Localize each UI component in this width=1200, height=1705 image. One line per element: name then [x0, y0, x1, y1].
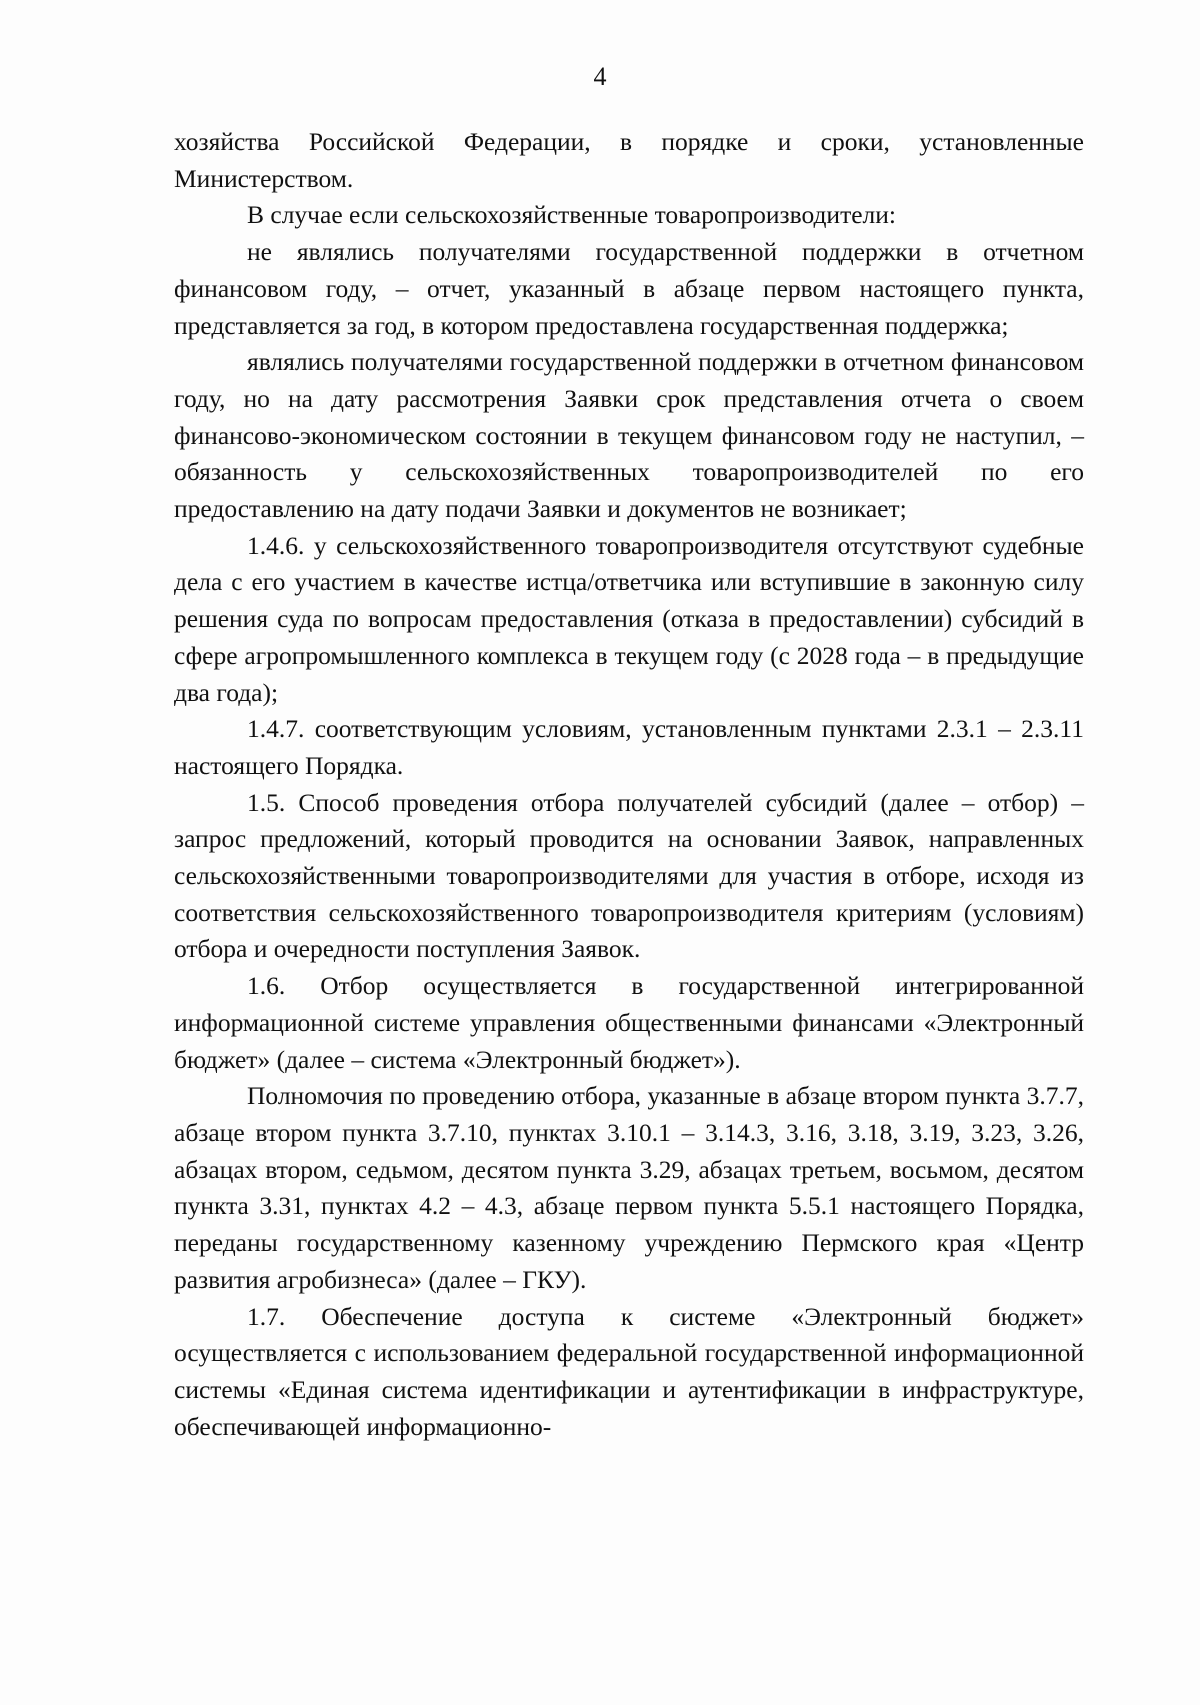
paragraph-1-5: 1.5. Способ проведения отбора получателей субсидий (далее – отбор) – запрос предложений, который проводится на основании Заявок, направленных сельскохозяйственными товаропроизводителями для участия в отборе, исходя из соответствия сельскохозяйственного товаропроизводителя критериям (условиям) отбора и очередности поступления Заявок.: [174, 787, 1084, 964]
paragraph-1-4-7: 1.4.7. соответствующим условиям, установленным пунктами 2.3.1 – 2.3.11 настоящего Порядка.: [174, 714, 1084, 780]
paragraph-1-4-6: 1.4.6. у сельскохозяйственного товаропроизводителя отсутствуют судебные дела с его участием в качестве истца/ответчика или вступившие в законную силу решения суда по вопросам предоставления (отказа в предоставлении) субсидий в сфере агропромышленного комплекса в текущем году (с 2028 года – в предыдущие два года);: [174, 530, 1084, 707]
page-number: 4: [593, 62, 607, 91]
paragraph-1-6: 1.6. Отбор осуществляется в государственной интегрированной информационной системе управления общественными финансами «Электронный бюджет» (далее – система «Электронный бюджет»).: [174, 971, 1084, 1074]
paragraph-powers: Полномочия по проведению отбора, указанные в абзаце втором пункта 3.7.7, абзаце втором пункта 3.7.10, пунктах 3.10.1 – 3.14.3, 3.16, 3.18, 3.19, 3.23, 3.26, абзацах втором, седьмом, десятом пункта 3.29, абзацах третьем, восьмом, десятом пункта 3.31, пунктах 4.2 – 4.3, абзаце первом пункта 5.5.1 настоящего Порядка, переданы государственному казенному учреждению Пермского края «Центр развития агробизнеса» (далее – ГКУ).: [174, 1081, 1084, 1294]
document-body: [174, 124, 1084, 1445]
paragraph-were-recipients: являлись получателями государственной поддержки в отчетном финансовом году, но на дату рассмотрения Заявки срок представления отчета о своем финансово-экономическом состоянии в текущем финансовом году не наступил, – обязанность у сельскохозяйственных товаропроизводителей по его предоставлению на дату подачи Заявки и документов не возникает;: [174, 347, 1084, 524]
paragraph-case-intro: В случае если сельскохозяйственные товаропроизводители:: [247, 200, 896, 230]
paragraph-1-7: 1.7. Обеспечение доступа к системе «Электронный бюджет» осуществляется с использованием федеральной государственной информационной системы «Единая система идентификации и аутентификации в инфраструктуре, обеспечивающей информационно-: [174, 1301, 1084, 1441]
paragraph-not-recipients: не являлись получателями государственной поддержки в отчетном финансовом году, – отчет, указанный в абзаце первом настоящего пункта, представляется за год, в котором предоставлена государственная поддержка;: [174, 237, 1084, 340]
paragraph-continuation: хозяйства Российской Федерации, в порядке и сроки, установленные Министерством.: [174, 127, 1084, 193]
